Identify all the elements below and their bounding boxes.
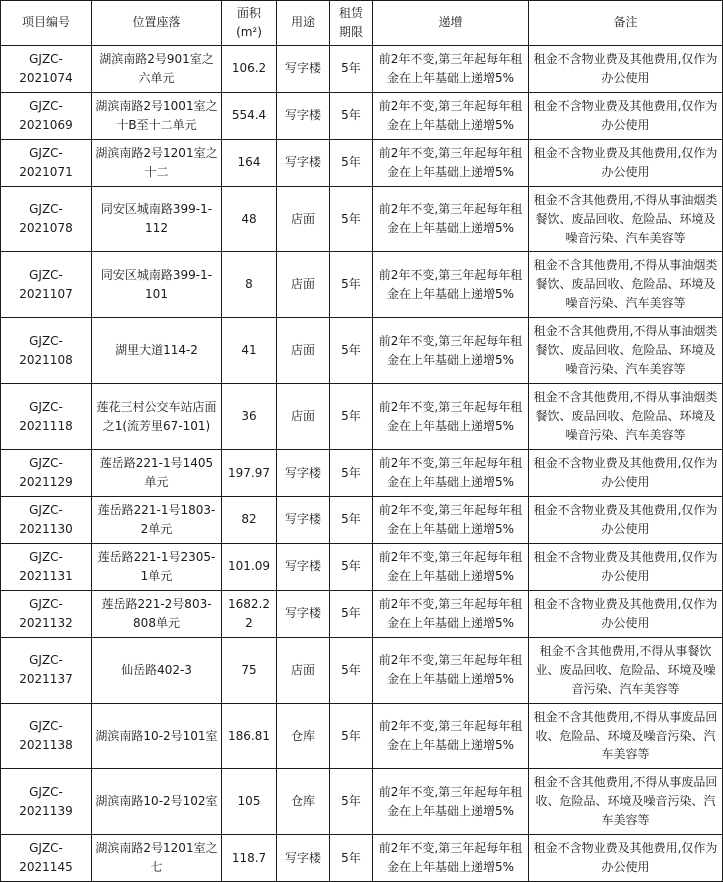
cell-project-id: GJZC-2021129 [1, 450, 92, 497]
table-header-row [1, 1, 723, 46]
cell-increase: 前2年不变,第三年起每年租金在上年基础上递增5% [373, 769, 529, 835]
table-row [1, 384, 723, 450]
cell-project-id: GJZC-2021130 [1, 496, 92, 543]
cell-location: 湖滨南路2号901室之六单元 [92, 45, 222, 92]
cell-project-id: GJZC-2021139 [1, 769, 92, 835]
cell-increase: 前2年不变,第三年起每年租金在上年基础上递增5% [373, 703, 529, 769]
cell-location: 莲花三村公交车站店面之1(流芳里67-101) [92, 384, 222, 450]
cell-project-id: GJZC-2021132 [1, 590, 92, 637]
column-header-use: 用途 [277, 1, 330, 46]
cell-area: 36 [222, 384, 277, 450]
cell-term: 5年 [330, 590, 373, 637]
cell-project-id: GJZC-2021131 [1, 543, 92, 590]
cell-location: 湖里大道114-2 [92, 318, 222, 384]
table-row [1, 637, 723, 703]
cell-increase: 前2年不变,第三年起每年租金在上年基础上递增5% [373, 252, 529, 318]
cell-area: 554.4 [222, 92, 277, 139]
cell-term: 5年 [330, 543, 373, 590]
cell-location: 湖滨南路10-2号102室 [92, 769, 222, 835]
cell-term: 5年 [330, 92, 373, 139]
cell-area: 101.09 [222, 543, 277, 590]
cell-remark: 租金不含物业费及其他费用,仅作为办公使用 [529, 835, 723, 882]
cell-location: 湖滨南路2号1201室之七 [92, 835, 222, 882]
cell-project-id: GJZC-2021145 [1, 835, 92, 882]
cell-increase: 前2年不变,第三年起每年租金在上年基础上递增5% [373, 384, 529, 450]
cell-use: 店面 [277, 637, 330, 703]
cell-area: 186.81 [222, 703, 277, 769]
cell-use: 写字楼 [277, 543, 330, 590]
cell-use: 写字楼 [277, 450, 330, 497]
column-header-remark: 备注 [529, 1, 723, 46]
cell-location: 莲岳路221-1号2305-1单元 [92, 543, 222, 590]
cell-term: 5年 [330, 703, 373, 769]
cell-remark: 租金不含物业费及其他费用,仅作为办公使用 [529, 450, 723, 497]
cell-area: 48 [222, 186, 277, 252]
cell-location: 湖滨南路2号1201室之十二 [92, 139, 222, 186]
table-row [1, 835, 723, 882]
cell-increase: 前2年不变,第三年起每年租金在上年基础上递增5% [373, 92, 529, 139]
cell-term: 5年 [330, 252, 373, 318]
cell-area: 82 [222, 496, 277, 543]
cell-term: 5年 [330, 835, 373, 882]
table-row [1, 139, 723, 186]
cell-location: 湖滨南路10-2号101室 [92, 703, 222, 769]
cell-area: 164 [222, 139, 277, 186]
table-row [1, 252, 723, 318]
cell-project-id: GJZC-2021078 [1, 186, 92, 252]
table-row [1, 318, 723, 384]
cell-term: 5年 [330, 769, 373, 835]
table-row [1, 703, 723, 769]
cell-project-id: GJZC-2021071 [1, 139, 92, 186]
cell-area: 118.7 [222, 835, 277, 882]
cell-remark: 租金不含其他费用,不得从事油烟类餐饮、废品回收、危险品、环境及噪音污染、汽车美容等 [529, 384, 723, 450]
cell-use: 仓库 [277, 769, 330, 835]
cell-remark: 租金不含物业费及其他费用,仅作为办公使用 [529, 92, 723, 139]
cell-location: 同安区城南路399-1-112 [92, 186, 222, 252]
cell-remark: 租金不含物业费及其他费用,仅作为办公使用 [529, 45, 723, 92]
cell-remark: 租金不含物业费及其他费用,仅作为办公使用 [529, 496, 723, 543]
cell-area: 106.2 [222, 45, 277, 92]
cell-use: 写字楼 [277, 590, 330, 637]
table-body [1, 45, 723, 881]
cell-location: 同安区城南路399-1-101 [92, 252, 222, 318]
cell-increase: 前2年不变,第三年起每年租金在上年基础上递增5% [373, 450, 529, 497]
cell-term: 5年 [330, 450, 373, 497]
column-header-location: 位置座落 [92, 1, 222, 46]
cell-remark: 租金不含物业费及其他费用,仅作为办公使用 [529, 543, 723, 590]
cell-use: 店面 [277, 384, 330, 450]
cell-increase: 前2年不变,第三年起每年租金在上年基础上递增5% [373, 637, 529, 703]
cell-remark: 租金不含其他费用,不得从事油烟类餐饮、废品回收、危险品、环境及噪音污染、汽车美容等 [529, 318, 723, 384]
cell-use: 写字楼 [277, 496, 330, 543]
cell-increase: 前2年不变,第三年起每年租金在上年基础上递增5% [373, 318, 529, 384]
cell-location: 仙岳路402-3 [92, 637, 222, 703]
cell-area: 41 [222, 318, 277, 384]
cell-term: 5年 [330, 384, 373, 450]
cell-location: 莲岳路221-2号803-808单元 [92, 590, 222, 637]
cell-term: 5年 [330, 45, 373, 92]
cell-remark: 租金不含其他费用,不得从事油烟类餐饮、废品回收、危险品、环境及噪音污染、汽车美容等 [529, 186, 723, 252]
cell-remark: 租金不含其他费用,不得从事废品回收、危险品、环境及噪音污染、汽车美容等 [529, 769, 723, 835]
column-header-term: 租赁 期限 [330, 1, 373, 46]
cell-area: 1682.22 [222, 590, 277, 637]
cell-location: 莲岳路221-1号1405单元 [92, 450, 222, 497]
cell-use: 店面 [277, 252, 330, 318]
cell-project-id: GJZC-2021107 [1, 252, 92, 318]
cell-remark: 租金不含物业费及其他费用,仅作为办公使用 [529, 139, 723, 186]
cell-location: 莲岳路221-1号1803-2单元 [92, 496, 222, 543]
cell-remark: 租金不含其他费用,不得从事油烟类餐饮、废品回收、危险品、环境及噪音污染、汽车美容等 [529, 252, 723, 318]
cell-use: 店面 [277, 318, 330, 384]
table-row [1, 45, 723, 92]
table-row [1, 496, 723, 543]
cell-use: 写字楼 [277, 92, 330, 139]
cell-increase: 前2年不变,第三年起每年租金在上年基础上递增5% [373, 835, 529, 882]
cell-project-id: GJZC-2021138 [1, 703, 92, 769]
table-header-row [1, 1, 723, 46]
cell-remark: 租金不含物业费及其他费用,仅作为办公使用 [529, 590, 723, 637]
cell-increase: 前2年不变,第三年起每年租金在上年基础上递增5% [373, 139, 529, 186]
cell-increase: 前2年不变,第三年起每年租金在上年基础上递增5% [373, 45, 529, 92]
cell-area: 105 [222, 769, 277, 835]
cell-use: 仓库 [277, 703, 330, 769]
cell-project-id: GJZC-2021118 [1, 384, 92, 450]
cell-increase: 前2年不变,第三年起每年租金在上年基础上递增5% [373, 186, 529, 252]
cell-remark: 租金不含其他费用,不得从事废品回收、危险品、环境及噪音污染、汽车美容等 [529, 703, 723, 769]
cell-use: 店面 [277, 186, 330, 252]
cell-term: 5年 [330, 496, 373, 543]
cell-project-id: GJZC-2021069 [1, 92, 92, 139]
table-row [1, 186, 723, 252]
cell-increase: 前2年不变,第三年起每年租金在上年基础上递增5% [373, 496, 529, 543]
cell-use: 写字楼 [277, 139, 330, 186]
table-row [1, 769, 723, 835]
cell-term: 5年 [330, 637, 373, 703]
table-row [1, 450, 723, 497]
column-header-project-id: 项目编号 [1, 1, 92, 46]
cell-remark: 租金不含其他费用,不得从事餐饮业、废品回收、危险品、环境及噪音污染、汽车美容等 [529, 637, 723, 703]
table-row [1, 92, 723, 139]
column-header-increase: 递增 [373, 1, 529, 46]
cell-area: 197.97 [222, 450, 277, 497]
table-row [1, 543, 723, 590]
cell-increase: 前2年不变,第三年起每年租金在上年基础上递增5% [373, 543, 529, 590]
column-header-area: 面积 (m²) [222, 1, 277, 46]
cell-term: 5年 [330, 186, 373, 252]
cell-term: 5年 [330, 318, 373, 384]
cell-area: 8 [222, 252, 277, 318]
cell-location: 湖滨南路2号1001室之十B至十二单元 [92, 92, 222, 139]
table-row [1, 590, 723, 637]
cell-area: 75 [222, 637, 277, 703]
cell-term: 5年 [330, 139, 373, 186]
cell-project-id: GJZC-2021074 [1, 45, 92, 92]
cell-use: 写字楼 [277, 835, 330, 882]
cell-project-id: GJZC-2021108 [1, 318, 92, 384]
cell-project-id: GJZC-2021137 [1, 637, 92, 703]
cell-increase: 前2年不变,第三年起每年租金在上年基础上递增5% [373, 590, 529, 637]
cell-use: 写字楼 [277, 45, 330, 92]
